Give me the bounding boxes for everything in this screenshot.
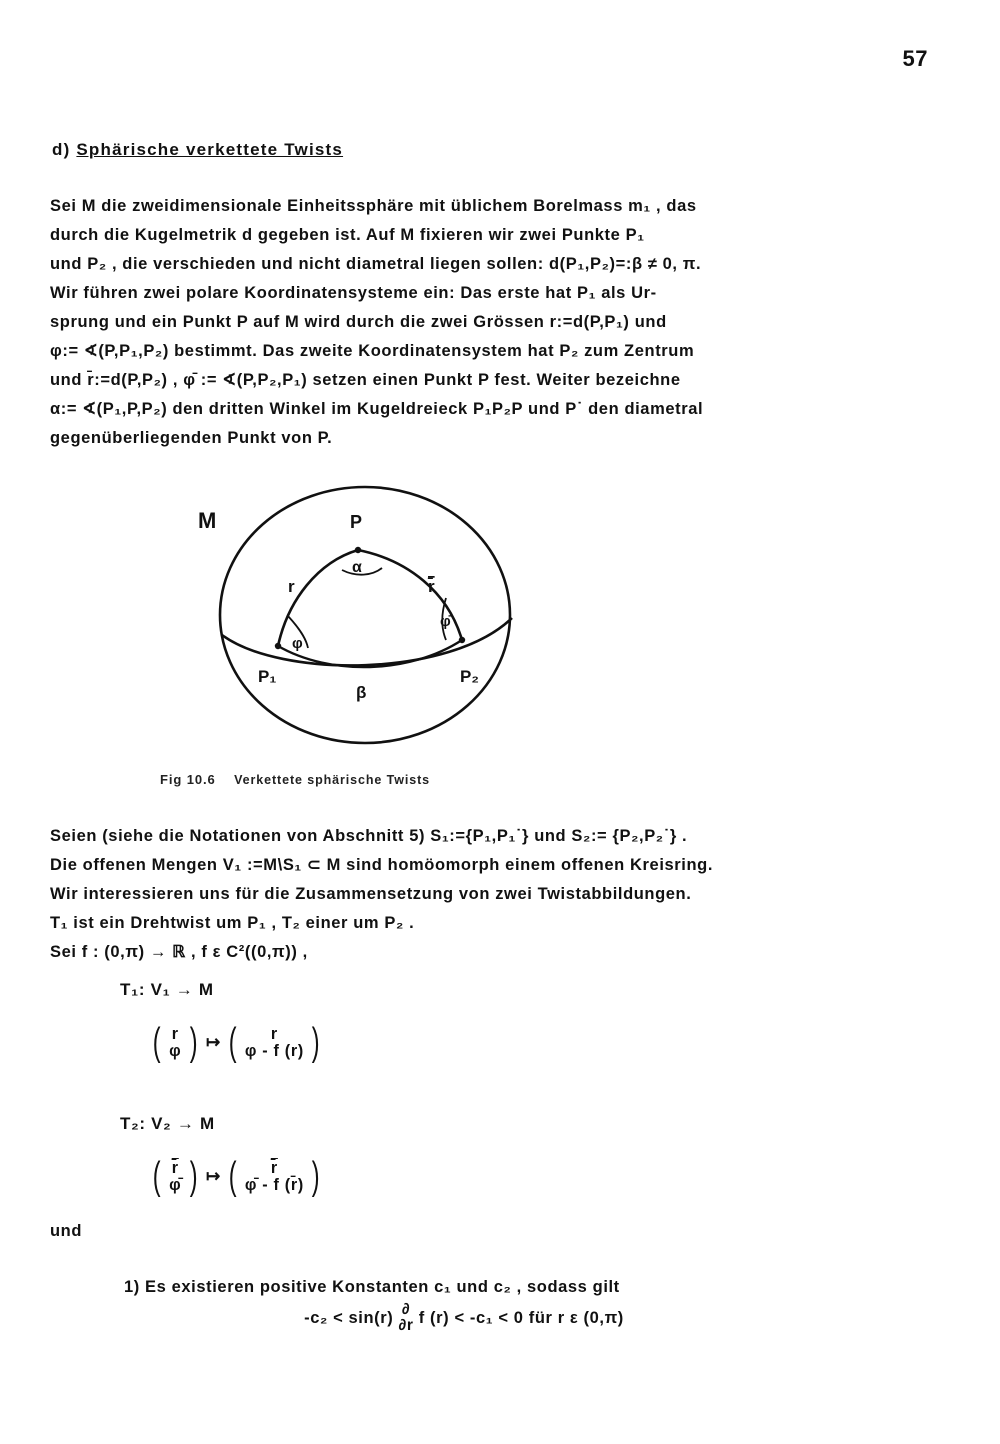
numbered-item-1 [124,1272,924,1335]
conjunction-und: und [50,1222,83,1240]
paren-close: ) [312,1021,321,1065]
vector-top: r̄ [270,1159,278,1177]
paragraph-line: T₁ ist ein Drehtwist um P₁ , T₂ einer um P₂ . [50,914,415,932]
intro-line: durch die Kugelmetrik d gegeben ist. Auf M fixieren wir zwei Punkte P₁ [50,226,645,244]
paren-open: ( [228,1021,237,1065]
mapsto-arrow: ↦ [206,1032,221,1052]
paren-open: ( [228,1155,237,1199]
map-t2-expression [150,1155,323,1199]
figure-label-alpha: α [352,559,362,576]
item-1-formula [124,1302,924,1335]
vector-bottom: φ [169,1041,182,1060]
intro-line: und P₂ , die verschieden und nicht diametral liegen sollen: d(P₁,P₂)=:β ≠ 0, π. [50,255,702,273]
intro-line: α:= ∢(P₁,P,P₂) den dritten Winkel im Kugeldreieck P₁P₂P und P˙ den diametral [50,400,704,418]
fraction-numerator: ∂ [401,1301,411,1318]
figure-label-r-left: r [288,577,295,596]
figure-label-r-right: r̄ [428,577,435,596]
formula-left: -c₂ < sin(r) [304,1308,394,1327]
section-heading-label: d) [52,140,71,159]
page-number: 57 [902,46,928,71]
figure-caption [160,772,430,787]
intro-line: sprung und ein Punkt P auf M wird durch die zwei Grössen r:=d(P,P₁) und [50,313,667,331]
mapsto-arrow: ↦ [206,1166,221,1186]
vector-image [245,1026,304,1060]
vector-image-bar [245,1160,304,1194]
paragraph-line: Sei f : (0,π) → ℝ , f ε C²((0,π)) , [50,943,308,961]
vector-top: r [171,1025,179,1043]
figure-label-beta: β [356,683,367,702]
paren-open: ( [152,1021,161,1065]
paren-open: ( [152,1155,161,1199]
map-t1-heading: T₁: V₁ → M [120,980,214,999]
figure-label-p1: P₁ [258,667,277,686]
section-heading [52,140,343,160]
figure-label-sphere: M [198,508,217,533]
vector-top: r̄ [171,1159,179,1177]
figure-caption-number: Fig 10.6 [160,772,216,787]
intro-line: Wir führen zwei polare Koordinatensysteme ein: Das erste hat P₁ als Ur- [50,284,657,302]
intro-line: gegenüberliegenden Punkt von P. [50,429,333,447]
vector-rphi [169,1026,181,1060]
paren-close: ) [189,1155,198,1199]
second-paragraph [50,822,940,967]
item-1-text: 1) Es existieren positive Konstanten c₁ und c₂ , sodass gilt [124,1278,620,1296]
formula-right: f (r) < -c₁ < 0 für r ε (0,π) [418,1308,624,1327]
vector-bottom: φ - f (r) [244,1041,304,1060]
figure-label-phi-right: φ̄ [440,613,451,630]
figure-svg [160,480,580,770]
intro-paragraph [50,192,940,453]
fraction-denominator: ∂r [398,1317,414,1335]
paragraph-line: Seien (siehe die Notationen von Abschnitt 5) S₁:={P₁,P₁˙} und S₂:= {P₂,P₂˙} . [50,827,688,845]
paren-close: ) [189,1021,198,1065]
section-heading-text: Sphärische verkettete Twists [76,140,344,159]
figure-sphere-twists [160,480,580,770]
intro-line: Sei M die zweidimensionale Einheitssphäre mit üblichem Borelmass m₁ , das [50,197,697,215]
partial-derivative-fraction [399,1302,414,1335]
vector-bottom: φ̄ - f (r̄) [244,1175,304,1194]
figure-label-apex: P [350,512,363,532]
intro-line: und r̄:=d(P,P₂) , φ̄ := ∢(P,P₂,P₁) setzen einen Punkt P fest. Weiter bezeichne [50,371,681,389]
intro-line: φ:= ∢(P,P₁,P₂) bestimmt. Das zweite Koordinatensystem hat P₂ zum Zentrum [50,342,695,360]
figure-label-phi-left: φ [292,635,303,652]
map-t1-expression [150,1021,323,1065]
paren-close: ) [312,1155,321,1199]
vector-rphi-bar [169,1160,181,1194]
figure-label-p2: P₂ [460,667,479,686]
paragraph-line: Wir interessieren uns für die Zusammensetzung von zwei Twistabbildungen. [50,885,692,903]
map-t2-heading: T₂: V₂ → M [120,1114,215,1133]
paragraph-line: Die offenen Mengen V₁ :=M\S₁ ⊂ M sind homöomorph einem offenen Kreisring. [50,856,714,874]
figure-caption-text: Verkettete sphärische Twists [234,773,431,787]
vector-top: r [270,1025,278,1043]
vector-bottom: φ̄ [169,1175,182,1194]
